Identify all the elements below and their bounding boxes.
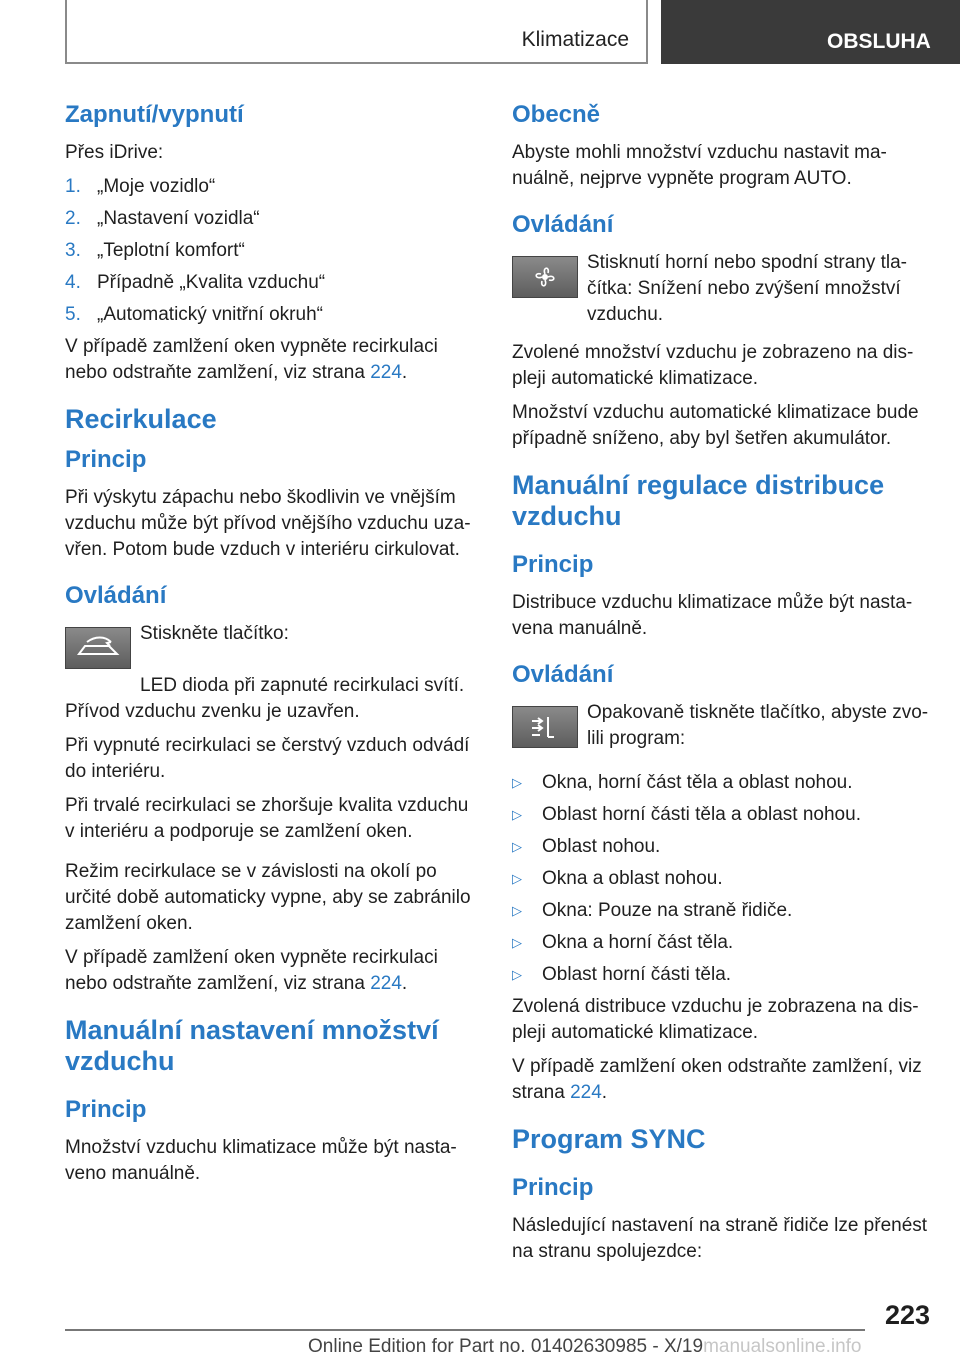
heading-sync: Program SYNC bbox=[512, 1124, 706, 1154]
fog-note-2: V případě zamlžení oken vypněte recirkulaci nebo odstraňte zamlžení, viz strana 224. bbox=[65, 947, 438, 994]
step-item bbox=[65, 206, 480, 232]
heading-princip: Princip bbox=[512, 551, 594, 578]
fog-note-text: V případě zamlžení oken vypněte recirkulaci nebo odstraňte zamlžení, viz strana bbox=[65, 947, 438, 994]
triangle-bullet-icon: ▷ bbox=[512, 871, 522, 886]
header-title-box bbox=[65, 0, 648, 64]
fog-note-text: V případě zamlžení oken odstraňte zamlžení, viz strana bbox=[512, 1056, 922, 1103]
triangle-bullet-icon: ▷ bbox=[512, 839, 522, 854]
heading-princip: Princip bbox=[65, 1096, 147, 1123]
step-item bbox=[65, 238, 480, 264]
step-number: 2. bbox=[65, 208, 81, 229]
page-number: 223 bbox=[885, 1300, 931, 1330]
rezim-text: Režim recirkulace se v závislosti na okolí po určité době automaticky vypne, aby se zabránilo zamlžení oken. bbox=[65, 861, 471, 934]
fog-note-1: V případě zamlžení oken vypněte recirkulaci nebo odstraňte zamlžení, viz strana 224. bbox=[65, 336, 438, 383]
heading-obecne: Obecně bbox=[512, 101, 601, 128]
fan-icon bbox=[530, 263, 560, 291]
list-item bbox=[512, 866, 932, 892]
list-item-text: Oblast horní části těla a oblast nohou. bbox=[542, 804, 861, 825]
fan-button-row bbox=[512, 250, 932, 328]
step-number: 1. bbox=[65, 176, 81, 197]
right-column bbox=[512, 100, 932, 1273]
section-title: Klimatizace bbox=[521, 28, 629, 51]
step-number: 4. bbox=[65, 272, 81, 293]
step-item bbox=[65, 174, 480, 200]
step-item bbox=[65, 302, 480, 328]
chapter-tab: OBSLUHA bbox=[661, 0, 960, 64]
princip-text: Množství vzduchu klimatizace může být nasta-veno manuálně. bbox=[65, 1137, 457, 1184]
heading-ovladani: Ovládání bbox=[65, 582, 167, 609]
led-text: LED dioda při zapnuté recirkulaci svítí. Přívod vzduchu zvenku je uzavřen. bbox=[65, 675, 465, 722]
step-text: „Nastavení vozidla“ bbox=[97, 208, 260, 229]
list-item bbox=[512, 962, 932, 988]
triangle-bullet-icon: ▷ bbox=[512, 935, 522, 950]
step-text: „Moje vozidlo“ bbox=[97, 176, 216, 197]
step-number: 3. bbox=[65, 240, 81, 261]
heading-ovladani: Ovládání bbox=[512, 661, 614, 688]
recirculation-button-row bbox=[65, 621, 480, 673]
heading-ovladani: Ovládání bbox=[512, 211, 614, 238]
heading-princip: Princip bbox=[512, 1174, 594, 1201]
zvolena-text: Zvolená distribuce vzduchu je zobrazena na dis-pleji automatické klimatizace. bbox=[512, 996, 919, 1043]
step-number: 5. bbox=[65, 304, 81, 325]
air-distribution-icon bbox=[528, 713, 562, 741]
list-item bbox=[512, 834, 932, 860]
list-item bbox=[512, 898, 932, 924]
fog-note-text: V případě zamlžení oken vypněte recirkulaci nebo odstraňte zamlžení, viz strana bbox=[65, 336, 438, 383]
fan-button-text: Stisknutí horní nebo spodní strany tla-čítka: Snížení nebo zvýšení množství vzduchu. bbox=[587, 252, 908, 325]
car-recirculation-icon bbox=[75, 634, 121, 662]
idrive-steps bbox=[65, 174, 480, 328]
vypnute-text: Při vypnuté recirkulaci se čerstvý vzduch odvádí do interiéru. bbox=[65, 735, 470, 782]
triangle-bullet-icon: ▷ bbox=[512, 967, 522, 982]
obecne-text: Abyste mohli množství vzduchu nastavit ma-nuálně, nejprve vypněte program AUTO. bbox=[512, 142, 887, 189]
fog-note-3: V případě zamlžení oken odstraňte zamlžení, viz strana 224. bbox=[512, 1056, 922, 1103]
list-item bbox=[512, 930, 932, 956]
triangle-bullet-icon: ▷ bbox=[512, 775, 522, 790]
heading-recirkulace: Recirkulace bbox=[65, 404, 217, 434]
list-item-text: Okna: Pouze na straně řidiče. bbox=[542, 900, 793, 921]
left-column bbox=[65, 100, 480, 1195]
princip-text: Při výskytu zápachu nebo škodlivin ve vnějším vzduchu může být přívod vnějšího vzduchu uza-vřen. Potom bude vzduch v interiéru cirkulovat. bbox=[65, 487, 471, 560]
sync-text: Následující nastavení na straně řidiče lze přenést na stranu spolujezdce: bbox=[512, 1215, 928, 1262]
page-link-224[interactable]: 224 bbox=[570, 1082, 602, 1103]
list-item bbox=[512, 802, 932, 828]
footer-text bbox=[308, 1336, 862, 1358]
edition-text: Online Edition for Part no. 01402630985 - X/19 bbox=[308, 1336, 704, 1357]
heading-zapnuti: Zapnutí/vypnutí bbox=[65, 101, 244, 128]
step-text: Případně „Kvalita vzduchu“ bbox=[97, 272, 326, 293]
list-item-text: Okna a oblast nohou. bbox=[542, 868, 723, 889]
distribution-button-icon bbox=[512, 706, 578, 748]
page-link-224[interactable]: 224 bbox=[370, 362, 402, 383]
list-item bbox=[512, 770, 932, 796]
heading-princip: Princip bbox=[65, 446, 147, 473]
princip-text: Distribuce vzduchu klimatizace může být nasta-vena manuálně. bbox=[512, 592, 913, 639]
recirculation-button-icon bbox=[65, 627, 131, 669]
distribution-button-text: Opakovaně tiskněte tlačítko, abyste zvo-lili program: bbox=[587, 702, 929, 749]
trvale-text: Při trvalé recirkulaci se zhoršuje kvalita vzduchu v interiéru a podporuje se zamlžení oken. bbox=[65, 795, 469, 842]
program-list bbox=[512, 770, 932, 988]
triangle-bullet-icon: ▷ bbox=[512, 903, 522, 918]
triangle-bullet-icon: ▷ bbox=[512, 807, 522, 822]
step-item bbox=[65, 270, 480, 296]
zobrazeno-text: Zvolené množství vzduchu je zobrazeno na dis-pleji automatické klimatizace. bbox=[512, 342, 914, 389]
footer-divider bbox=[65, 1329, 865, 1331]
page-link-224[interactable]: 224 bbox=[370, 973, 402, 994]
list-item-text: Okna, horní část těla a oblast nohou. bbox=[542, 772, 853, 793]
heading-distribuce: Manuální regulace distribuce vzduchu bbox=[512, 470, 885, 531]
list-item-text: Oblast horní části těla. bbox=[542, 964, 732, 985]
intro-text: Přes iDrive: bbox=[65, 142, 164, 163]
fan-button-icon bbox=[512, 256, 578, 298]
distribution-button-row bbox=[512, 700, 932, 752]
step-text: „Teplotní komfort“ bbox=[97, 240, 245, 261]
list-item-text: Okna a horní část těla. bbox=[542, 932, 734, 953]
snizeno-text: Množství vzduchu automatické klimatizace bude případně sníženo, aby byl šetřen akumulátor. bbox=[512, 402, 919, 449]
watermark-text: manualsonline.info bbox=[703, 1336, 862, 1357]
step-text: „Automatický vnitřní okruh“ bbox=[97, 304, 323, 325]
press-button-text: Stiskněte tlačítko: bbox=[140, 623, 289, 644]
heading-manual-mnozstvi: Manuální nastavení množství vzduchu bbox=[65, 1015, 439, 1076]
list-item-text: Oblast nohou. bbox=[542, 836, 661, 857]
